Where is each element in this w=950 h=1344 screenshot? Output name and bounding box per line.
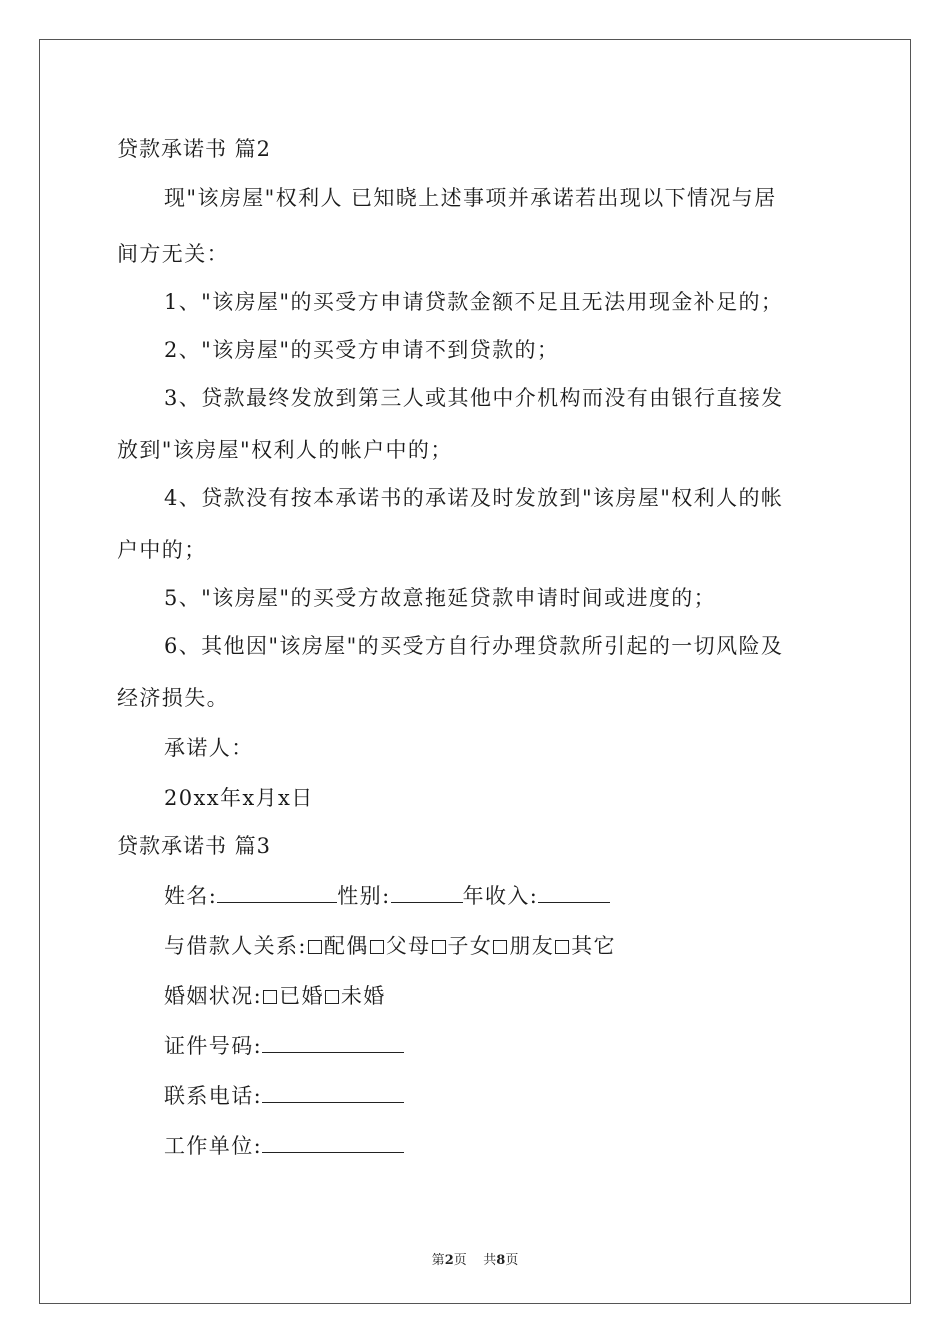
checkbox-parents[interactable] — [370, 940, 384, 954]
work-label: 工作单位: — [164, 1134, 263, 1158]
id-row — [164, 1034, 404, 1058]
page-suffix: 页 — [505, 1253, 519, 1268]
section-heading-3: 贷款承诺书 篇3 — [117, 834, 272, 858]
name-gender-income-row — [164, 884, 610, 908]
gender-label: 性别: — [337, 884, 391, 908]
page-mid: 页 共 — [453, 1253, 497, 1268]
checkbox-other[interactable] — [555, 940, 569, 954]
signer-label: 承诺人： — [164, 736, 254, 760]
checkbox-children[interactable] — [432, 940, 446, 954]
marital-row — [164, 984, 386, 1008]
clause-4-line-1: 4、贷款没有按本承诺书的承诺及时发放到"该房屋"权利人的帐 — [164, 486, 784, 510]
checkbox-unmarried[interactable] — [325, 990, 339, 1004]
phone-label: 联系电话: — [164, 1084, 263, 1108]
work-row — [164, 1134, 404, 1158]
option-other: 其它 — [571, 934, 616, 958]
option-spouse: 配偶 — [323, 934, 369, 958]
id-label: 证件号码: — [164, 1034, 263, 1058]
clause-1: 1、"该房屋"的买受方申请贷款金额不足且无法用现金补足的； — [164, 290, 784, 314]
signature-date: 20xx年x月x日 — [164, 786, 314, 810]
page-number: 2 — [444, 1253, 454, 1268]
clause-3-line-1: 3、贷款最终发放到第三人或其他中介机构而没有由银行直接发 — [164, 386, 784, 410]
name-label: 姓名: — [164, 884, 218, 908]
relation-label: 与借款人关系: — [164, 934, 307, 958]
relation-row — [164, 934, 616, 958]
clause-2: 2、"该房屋"的买受方申请不到贷款的； — [164, 338, 560, 362]
income-blank[interactable] — [538, 884, 610, 903]
work-blank[interactable] — [262, 1134, 404, 1153]
marital-label: 婚姻状况: — [164, 984, 263, 1008]
page-prefix: 第 — [431, 1253, 445, 1268]
option-parents: 父母 — [385, 934, 431, 958]
option-friend: 朋友 — [509, 934, 555, 958]
option-children: 子女 — [447, 934, 493, 958]
page-border — [39, 39, 911, 1304]
checkbox-married[interactable] — [263, 990, 277, 1004]
clause-6-line-1: 6、其他因"该房屋"的买受方自行办理贷款所引起的一切风险及 — [164, 634, 784, 658]
phone-row — [164, 1084, 404, 1108]
checkbox-friend[interactable] — [493, 940, 507, 954]
phone-blank[interactable] — [262, 1084, 404, 1103]
clause-5: 5、"该房屋"的买受方故意拖延贷款申请时间或进度的； — [164, 586, 717, 610]
intro-paragraph-line-2: 间方无关： — [117, 242, 229, 266]
option-unmarried: 未婚 — [340, 984, 386, 1008]
clause-4-line-2: 户中的； — [117, 538, 207, 562]
intro-paragraph-line-1: 现"该房屋"权利人 已知晓上述事项并承诺若出现以下情况与居 — [164, 186, 777, 210]
page-footer — [0, 1249, 950, 1268]
name-blank[interactable] — [217, 884, 337, 903]
option-married: 已婚 — [279, 984, 324, 1008]
page-total: 8 — [496, 1253, 506, 1268]
clause-6-line-2: 经济损失。 — [117, 686, 229, 710]
id-blank[interactable] — [262, 1034, 404, 1053]
gender-blank[interactable] — [391, 884, 463, 903]
checkbox-spouse[interactable] — [308, 940, 322, 954]
section-heading-2: 贷款承诺书 篇2 — [117, 137, 272, 161]
income-label: 年收入: — [462, 884, 539, 908]
clause-3-line-2: 放到"该房屋"权利人的帐户中的； — [117, 438, 453, 462]
